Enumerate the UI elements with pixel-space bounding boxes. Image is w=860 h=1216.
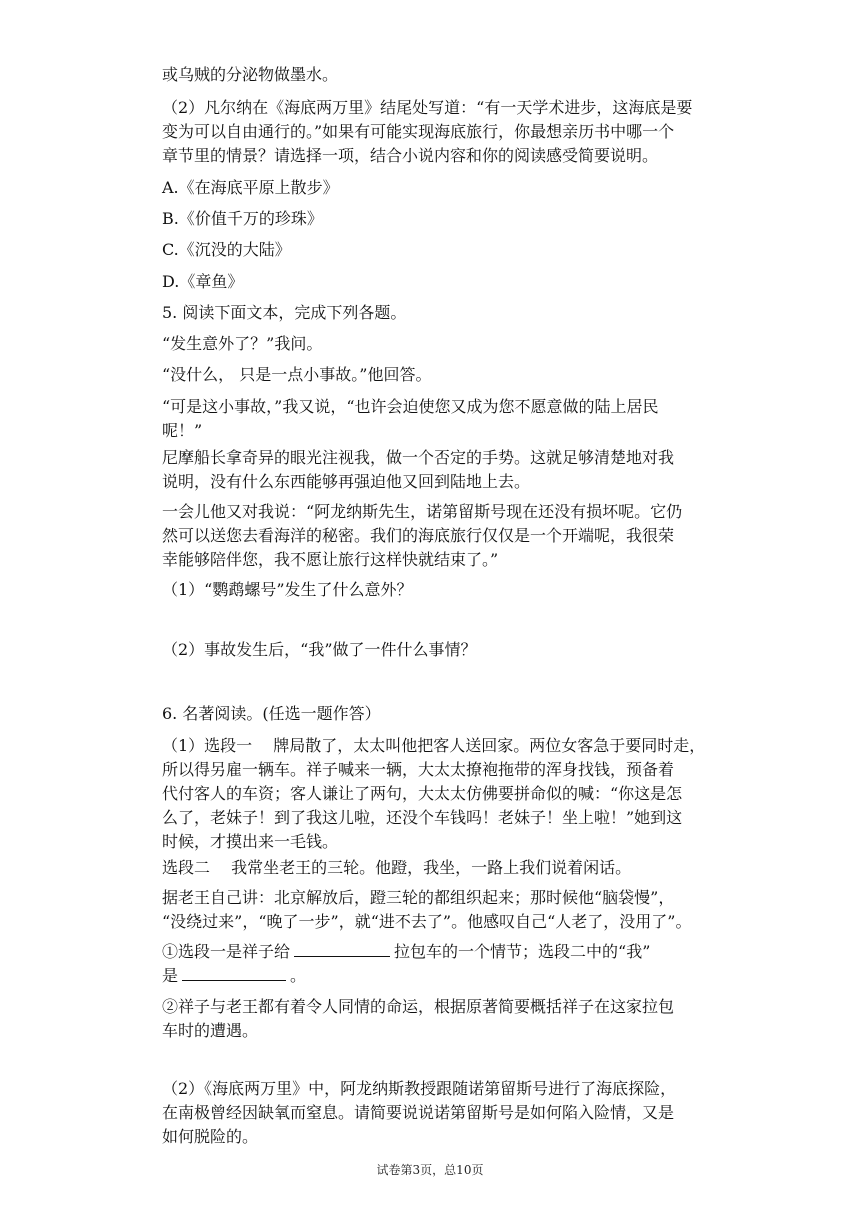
answer-blank[interactable] <box>294 940 390 957</box>
question-5-2: （2）事故发生后，“我”做了一件什么事情？ <box>162 640 477 659</box>
question-5-1: （1）“鹦鹉螺号”发生了什么意外？ <box>162 580 413 599</box>
excerpt-line: 所以得另雇一辆车。祥子喊来一辆，大太太撩袍拖带的浑身找钱，预备着 <box>162 760 675 779</box>
excerpt-line: 选段二 我常坐老王的三轮。他蹬，我坐，一路上我们说着闲话。 <box>162 858 632 877</box>
passage-line: 尼摩船长拿奇异的眼光注视我，做一个否定的手势。这就足够清楚地对我 <box>162 448 675 467</box>
text-line: 或乌贼的分泌物做墨水。 <box>162 65 339 84</box>
excerpt-line: “没绕过来”，“晚了一步”，就“进不去了”。他感叹自己“人老了，没用了”。 <box>162 912 692 931</box>
option-d: D.《章鱼》 <box>162 272 244 291</box>
passage-line: “没什么， 只是一点小事故。”他回答。 <box>162 365 432 384</box>
answer-blank[interactable] <box>182 964 286 981</box>
passage-line: 然可以送您去看海洋的秘密。我们的海底旅行仅仅是一个开端呢，我很荣 <box>162 526 675 545</box>
excerpt-line: 时候，才摸出来一毛钱。 <box>162 832 339 851</box>
text-line: 章节里的情景？请选择一项，结合小说内容和你的阅读感受简要说明。 <box>162 146 659 165</box>
option-a: A.《在海底平原上散步》 <box>162 178 339 197</box>
text-segment: 是 <box>162 966 179 985</box>
fill-blank-question-2 <box>162 964 306 988</box>
page-footer: 试卷第3页，总10页 <box>376 1163 484 1177</box>
excerpt-line: 据老王自己讲：北京解放后，蹬三轮的都组织起来；那时候他“脑袋慢”， <box>162 888 675 907</box>
question-6-heading: 6. 名著阅读。(任选一题作答） <box>162 704 381 723</box>
question-5-heading: 5. 阅读下面文本，完成下列各题。 <box>162 303 407 322</box>
excerpt-line: 么了，老妹子！到了我这儿啦，还没个车钱吗！老妹子！坐上啦！”她到这 <box>162 808 683 827</box>
text-segment: 。 <box>290 966 307 985</box>
passage-line: 呢！” <box>162 421 203 440</box>
question-4-2-text: （2）凡尔纳在《海底两万里》结尾处写道：“有一天学术进步，这海底是要 <box>162 98 693 117</box>
passage-line: 说明，没有什么东西能够再强迫他又回到陆地上去。 <box>162 472 531 491</box>
text-segment: 拉包车的一个情节；选段二中的“我” <box>394 942 651 961</box>
excerpt-line: （1）选段一 牌局散了，太太叫他把客人送回家。两位女客急于要同时走， <box>162 736 706 755</box>
excerpt-line: 代付客人的车资；客人谦让了两句，大太太仿佛要拼命似的喊：“你这是怎 <box>162 784 683 803</box>
option-c: C.《沉没的大陆》 <box>162 240 291 259</box>
text-line: 车时的遭遇。 <box>162 1021 259 1040</box>
question-6-1-part-2: ②祥子与老王都有着令人同情的命运，根据原著简要概括祥子在这家拉包 <box>162 997 675 1016</box>
text-line: 变为可以自由通行的。”如果有可能实现海底旅行，你最想亲历书中哪一个 <box>162 122 675 141</box>
option-b: B.《价值千万的珍珠》 <box>162 209 323 228</box>
question-6-2: （2）《海底两万里》中，阿龙纳斯教授跟随诺第留斯号进行了海底探险， <box>162 1079 677 1098</box>
passage-line: “发生意外了？”我问。 <box>162 334 323 353</box>
text-line: 在南极曾经因缺氧而窒息。请简要说说诺第留斯号是如何陷入险情，又是 <box>162 1103 675 1122</box>
passage-line: 幸能够陪伴您，我不愿让旅行这样快就结束了。” <box>162 550 499 569</box>
fill-blank-question-1 <box>162 940 650 964</box>
text-line: 如何脱险的。 <box>162 1127 259 1146</box>
passage-line: 一会儿他又对我说：“阿龙纳斯先生，诺第留斯号现在还没有损坏呢。它仍 <box>162 502 683 521</box>
passage-line: “可是这小事故，”我又说，“也许会迫使您又成为您不愿意做的陆上居民 <box>162 397 659 416</box>
text-segment: ①选段一是祥子给 <box>162 942 291 961</box>
